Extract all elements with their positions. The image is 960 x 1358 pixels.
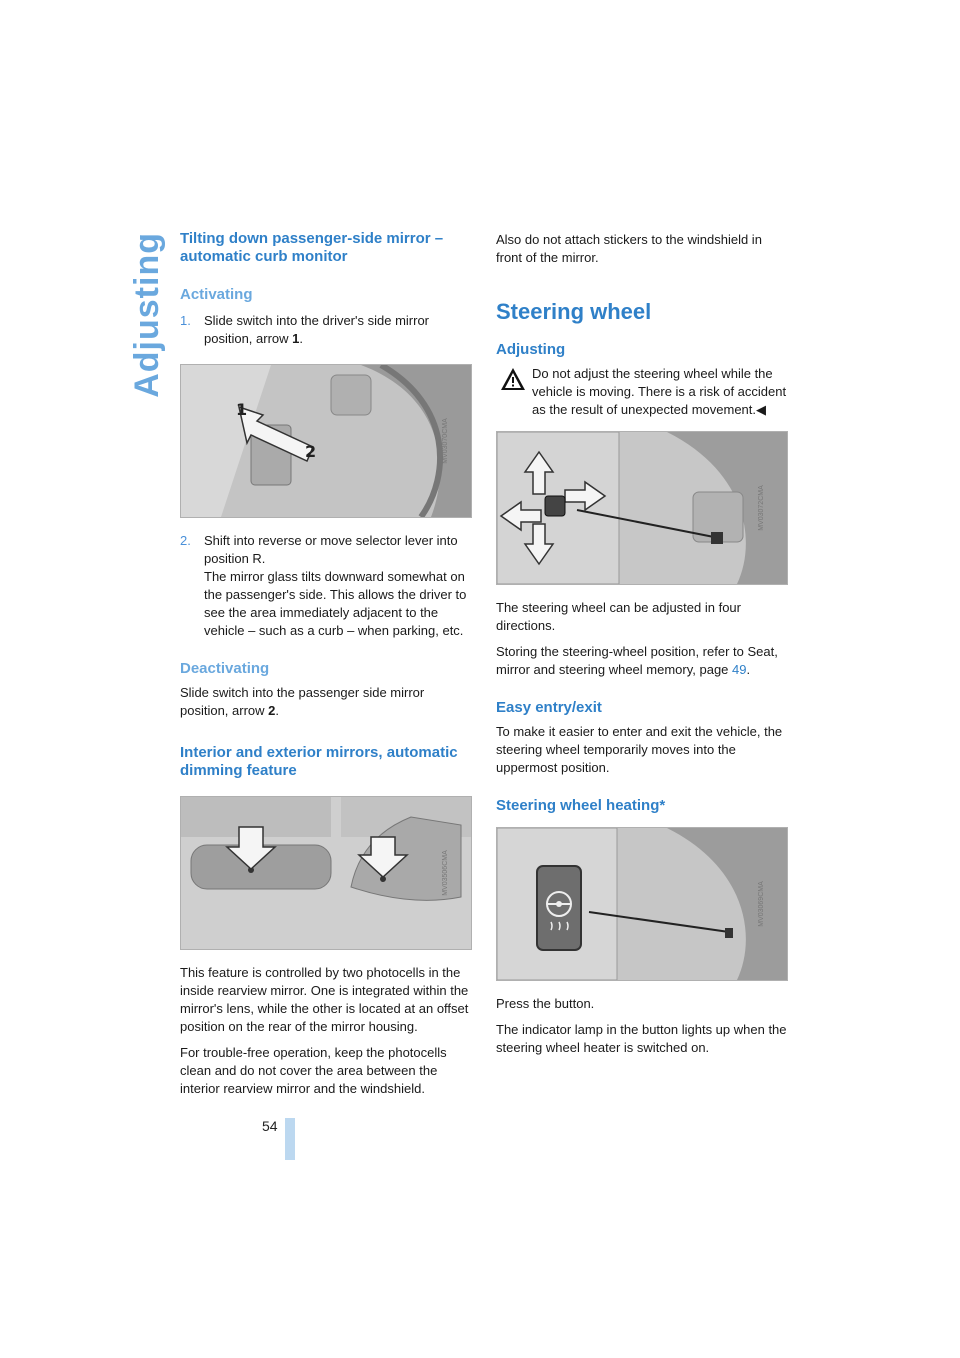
figure-rearview-mirrors	[180, 796, 472, 950]
warning-text: Do not adjust the steering wheel while the vehicle is moving. There is a risk of accident as the result of unexpected movement.◀	[532, 366, 787, 417]
figure-steering-adjust	[496, 431, 788, 585]
deactivate-period: .	[275, 703, 280, 718]
deactivate-text-main: Slide switch into the passenger side mirror position, arrow	[180, 685, 425, 718]
memory-reference-text	[496, 643, 788, 679]
adjust-directions-text: The steering wheel can be adjusted in four directions.	[496, 600, 741, 633]
figure-code: MV03072CMA	[758, 485, 766, 531]
step-1-arrow-ref: 1	[292, 331, 300, 346]
step-2	[180, 532, 472, 568]
figure-code: MV03070CMA	[442, 418, 450, 464]
chapter-tab: Adjusting	[128, 232, 166, 398]
steering-adjust-illustration	[497, 432, 787, 584]
easy-entry-text: To make it easier to enter and exit the vehicle, the steering wheel temporarily moves into the uppermost position.	[496, 724, 783, 775]
step-1-period: .	[299, 331, 304, 346]
heading-tilting-mirror: Tilting down passenger-side mirror – automatic curb monitor	[180, 230, 444, 265]
step-1-number: 1.	[180, 313, 191, 328]
figure-label-2: 2	[305, 442, 317, 461]
warning-note	[496, 365, 788, 419]
figure-code: MV03506CMA	[442, 850, 450, 896]
heading-activating: Activating	[180, 286, 253, 303]
figure-label-1: 1	[236, 400, 248, 419]
photocell-paragraph: This feature is controlled by two photocells in the inside rearview mirror. One is integrated within the mirror's lens, while the other is located at an offset position on the rear of the mirror housing.	[180, 965, 469, 1034]
continued-paragraph: Also do not attach stickers to the windshield in front of the mirror.	[496, 232, 762, 265]
maintenance-paragraph: For trouble-free operation, keep the photocells clean and do not cover the area between the interior rearview mirror and the windshield.	[180, 1045, 447, 1096]
heading-easy-entry: Easy entry/exit	[496, 699, 602, 716]
figure-heating-button	[496, 827, 788, 981]
heating-button-illustration	[497, 828, 787, 980]
heading-adjusting: Adjusting	[496, 341, 566, 358]
step-2-text: Shift into reverse or move selector lever into position R.	[204, 533, 458, 566]
heading-wheel-heating: Steering wheel heating*	[496, 797, 666, 814]
step-1-text: Slide switch into the driver's side mirror position, arrow	[204, 313, 429, 346]
heading-steering-wheel: Steering wheel	[496, 299, 652, 324]
press-button-text: Press the button.	[496, 996, 595, 1011]
rearview-mirror-illustration	[181, 797, 471, 949]
mirror-switch-illustration	[181, 365, 471, 517]
deactivate-arrow-ref: 2	[268, 703, 276, 718]
warning-icon	[500, 367, 526, 391]
step-2-detail: The mirror glass tilts downward somewhat on the passenger's side. This allows the driver to see the area immediately adjacent to the vehicle – such as a curb – when parking, etc.	[204, 569, 467, 638]
left-column	[180, 228, 472, 1098]
heading-auto-dimming: Interior and exterior mirrors, automatic dimming feature	[180, 744, 458, 779]
step-1	[180, 312, 472, 348]
figure-code: MV03069CMA	[758, 881, 766, 927]
page-49-link[interactable]: 49	[732, 662, 747, 677]
memory-reference-period: .	[746, 662, 751, 677]
indicator-lamp-text: The indicator lamp in the button lights up when the steering wheel heater is switched on.	[496, 1022, 787, 1055]
step-2-number: 2.	[180, 533, 191, 548]
page-marker-bar	[285, 1118, 295, 1160]
right-column	[496, 228, 788, 1057]
memory-reference-main: Storing the steering-wheel position, refer to Seat, mirror and steering wheel memory, page	[496, 644, 778, 677]
figure-mirror-switch	[180, 364, 472, 518]
page-number: 54	[262, 1118, 278, 1134]
heading-deactivating: Deactivating	[180, 660, 270, 677]
deactivate-text	[180, 684, 472, 720]
